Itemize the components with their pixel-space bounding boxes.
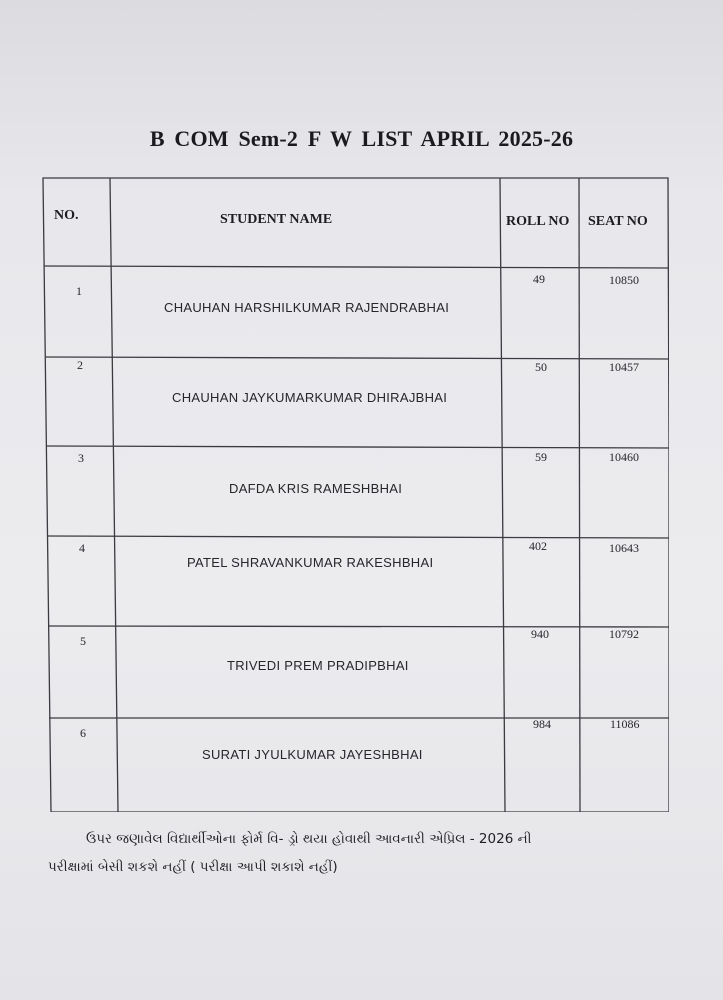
row-divider bbox=[45, 357, 669, 359]
row-1-no: 1 bbox=[76, 284, 82, 298]
header-roll-no: ROLL NO bbox=[506, 214, 570, 229]
row-divider bbox=[48, 626, 669, 627]
column-divider-no bbox=[110, 178, 118, 812]
column-divider-name bbox=[500, 178, 505, 812]
row-2-roll: 50 bbox=[535, 360, 547, 374]
row-6-seat: 11086 bbox=[610, 717, 640, 731]
row-2-name: CHAUHAN JAYKUMARKUMAR DHIRAJBHAI bbox=[172, 390, 448, 405]
row-4-name: PATEL SHRAVANKUMAR RAKESHBHAI bbox=[187, 555, 434, 570]
row-2-no: 2 bbox=[77, 358, 83, 372]
column-divider-roll bbox=[579, 178, 580, 812]
row-4-seat: 10643 bbox=[609, 541, 639, 555]
document-title: B COM Sem-2 F W LIST APRIL 2025-26 bbox=[149, 126, 574, 151]
row-6-no: 6 bbox=[80, 726, 86, 740]
row-5-seat: 10792 bbox=[609, 627, 639, 641]
row-1-seat: 10850 bbox=[609, 273, 639, 287]
row-3-name: DAFDA KRIS RAMESHBHAI bbox=[229, 481, 403, 496]
row-1-name: CHAUHAN HARSHILKUMAR RAJENDRABHAI bbox=[164, 300, 450, 315]
row-5-name: TRIVEDI PREM PRADIPBHAI bbox=[227, 658, 409, 673]
notice-line-2: પરીક્ષામાં બેસી શકશે નહીં ( પરીક્ષા આપી શકાશે નહીં) bbox=[48, 859, 338, 875]
header-no: NO. bbox=[54, 208, 79, 223]
row-divider bbox=[46, 446, 669, 448]
row-3-roll: 59 bbox=[535, 450, 547, 464]
row-5-roll: 940 bbox=[531, 627, 549, 641]
header-seat-no: SEAT NO bbox=[588, 214, 648, 229]
row-4-no: 4 bbox=[79, 541, 85, 555]
row-6-name: SURATI JYULKUMAR JAYESHBHAI bbox=[202, 747, 423, 762]
row-divider bbox=[44, 266, 668, 268]
row-1-roll: 49 bbox=[533, 272, 545, 286]
header-student-name: STUDENT NAME bbox=[220, 212, 333, 227]
row-divider bbox=[47, 536, 669, 538]
withdrawal-notice bbox=[48, 825, 688, 881]
notice-line-1: ઉપર જણાવેલ વિદ્યાર્થીઓના ફોર્મ વિ- ડ્રો થયા હોવાથી આવનારી એપ્રિલ - 2026 ની bbox=[86, 831, 532, 847]
row-5-no: 5 bbox=[80, 634, 86, 648]
row-3-no: 3 bbox=[78, 451, 84, 465]
row-4-roll: 402 bbox=[529, 539, 547, 553]
student-table bbox=[42, 172, 669, 812]
row-3-seat: 10460 bbox=[609, 450, 639, 464]
row-2-seat: 10457 bbox=[609, 360, 639, 374]
row-6-roll: 984 bbox=[533, 717, 551, 731]
